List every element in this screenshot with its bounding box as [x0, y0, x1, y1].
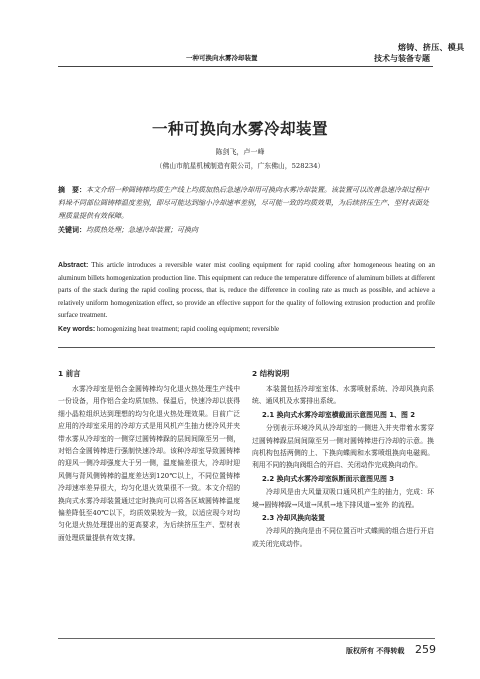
abstract-cn — [58, 184, 435, 223]
subsection-heading-2-2: 2.2 换向式水雾冷却室纵断面示意图见图 3 — [262, 474, 395, 483]
keywords-en-text: homogenizing heat treatment; rapid cooling equipment; reversible — [95, 326, 280, 333]
keywords-cn-label: 关键词： — [58, 226, 86, 234]
article-title: 一种可换向水雾冷却装置 — [151, 120, 328, 138]
abstract-en-text: This article introduces a reversible water mist cooling equipment for rapid cooling after homogeneous heating on an aluminum billets homogenization production line. This equipment can reduce the temperature difference of aluminum billets at different parts of the stack during the rapid cooling process, that is, reduce the difference in cooling rate as much as possible, and achieve a relatively uniform homogenization effect, so provide an effective support for the quality of following extrusion production and profile surface treatment. — [58, 262, 435, 319]
section-paragraph-preface: 水雾冷却室是铝合金圆铸棒均匀化退火热处理生产线中一份设备，用作铝合金均质加热、保温后，快速冷却以获得细小晶粒组织达到理想的均匀化退火热处理效果。目前广泛应用的冷却室采用的冷却方式是用风机产生抽力使冷风并夹带水雾从冷却室的一侧穿过圆铸棒跺的层间间隙至另一侧，对铝合金圆铸棒进行强制快速冷却。该种冷却室导致圆铸棒的迎风一侧冷却强度大于另一侧，温度偏差很大，冷却时迎风侧与背风侧铸棒的温度差达到120℃以上，不同位置铸棒冷却速率差异很大，均匀化退火效果很不一致。本文介绍的换向式水雾冷却装置通过定时换向可以将各区域圆铸棒温度偏差降低至40℃以下，均质效果较为一致，以适应现今对均匀化退火热处理提出的更高要求，为后续挤压生产、型材表面处理质量提供有效支撑。 — [58, 385, 240, 542]
series-title-line1: 熔铸、挤压、模具 — [398, 43, 465, 52]
abstract-cn-label: 摘 要： — [58, 186, 86, 194]
running-title: 一种可换向水雾冷却装置 — [186, 54, 258, 62]
column-left — [58, 368, 240, 544]
keywords-en-label: Key words: — [58, 326, 96, 333]
keywords-cn-text: 均质热处理；急速冷却装置；可换向 — [86, 226, 198, 234]
subsection-heading-2-3: 2.3 冷却风换向装置 — [262, 514, 325, 523]
abstract-en-label: Abstract: — [58, 262, 89, 269]
section-paragraph-structure-intro: 本装置包括冷却室室体、水雾喷射系统、冷却风换向系统、通风机及水雾排出系统。 — [252, 385, 434, 406]
series-title-line2: 技术与装备专题 — [374, 54, 430, 63]
section-heading-preface: 1 前言 — [58, 369, 81, 378]
keywords-en — [58, 324, 435, 336]
keywords-cn — [58, 224, 435, 237]
abstract-cn-text: 本文介绍一种圆铸棒均质生产线上均质加热后急速冷却用可换向水雾冷却装置。该装置可以改善急速冷却过程中料垛不同部位圆铸棒温度差别，即尽可能达到缩小冷却速率差别，尽可能一致的均质效果，为后续挤压生产、型材表面处理质量提供有效保障。 — [58, 186, 429, 220]
page-number: 259 — [415, 643, 436, 656]
article-authors: 陈剑飞，卢一峰 — [215, 148, 265, 156]
header-divider — [58, 66, 433, 67]
subsection-paragraph-2-3: 冷却风的换向是由不同位置百叶式蝶阀的组合进行开启或关闭完成动作。 — [252, 527, 434, 548]
subsection-heading-2-1: 2.1 换向式水雾冷却室横截面示意图见图 1、图 2 — [262, 410, 416, 419]
column-right — [252, 368, 434, 550]
footer-divider — [58, 638, 435, 639]
abstract-divider — [58, 347, 435, 348]
section-heading-structure: 2 结构说明 — [252, 369, 290, 378]
article-affiliation: （佛山市航星机械制造有限公司，广东佛山，528234） — [155, 162, 325, 170]
subsection-paragraph-2-1: 分别表示环境冷风从冷却室的一侧进入并夹带着水雾穿过圆铸棒跺层间间隙至另一侧对圆铸棒进行冷却的示意。换向机构包括两侧的上、下换向蝶阀和水雾喷组换向电磁阀。利用不同的换向阀组合的开启、关闭动作完成换向动作。 — [252, 424, 434, 470]
subsection-paragraph-2-2: 冷却风是由大风量双吸口通风机产生的抽力，完成：环境→圆铸棒跺→风道→风机→地下排风道→室外 的流程。 — [252, 488, 434, 509]
abstract-en — [58, 260, 435, 323]
footer-copyright: 版权所有 不得转载 — [346, 646, 405, 655]
